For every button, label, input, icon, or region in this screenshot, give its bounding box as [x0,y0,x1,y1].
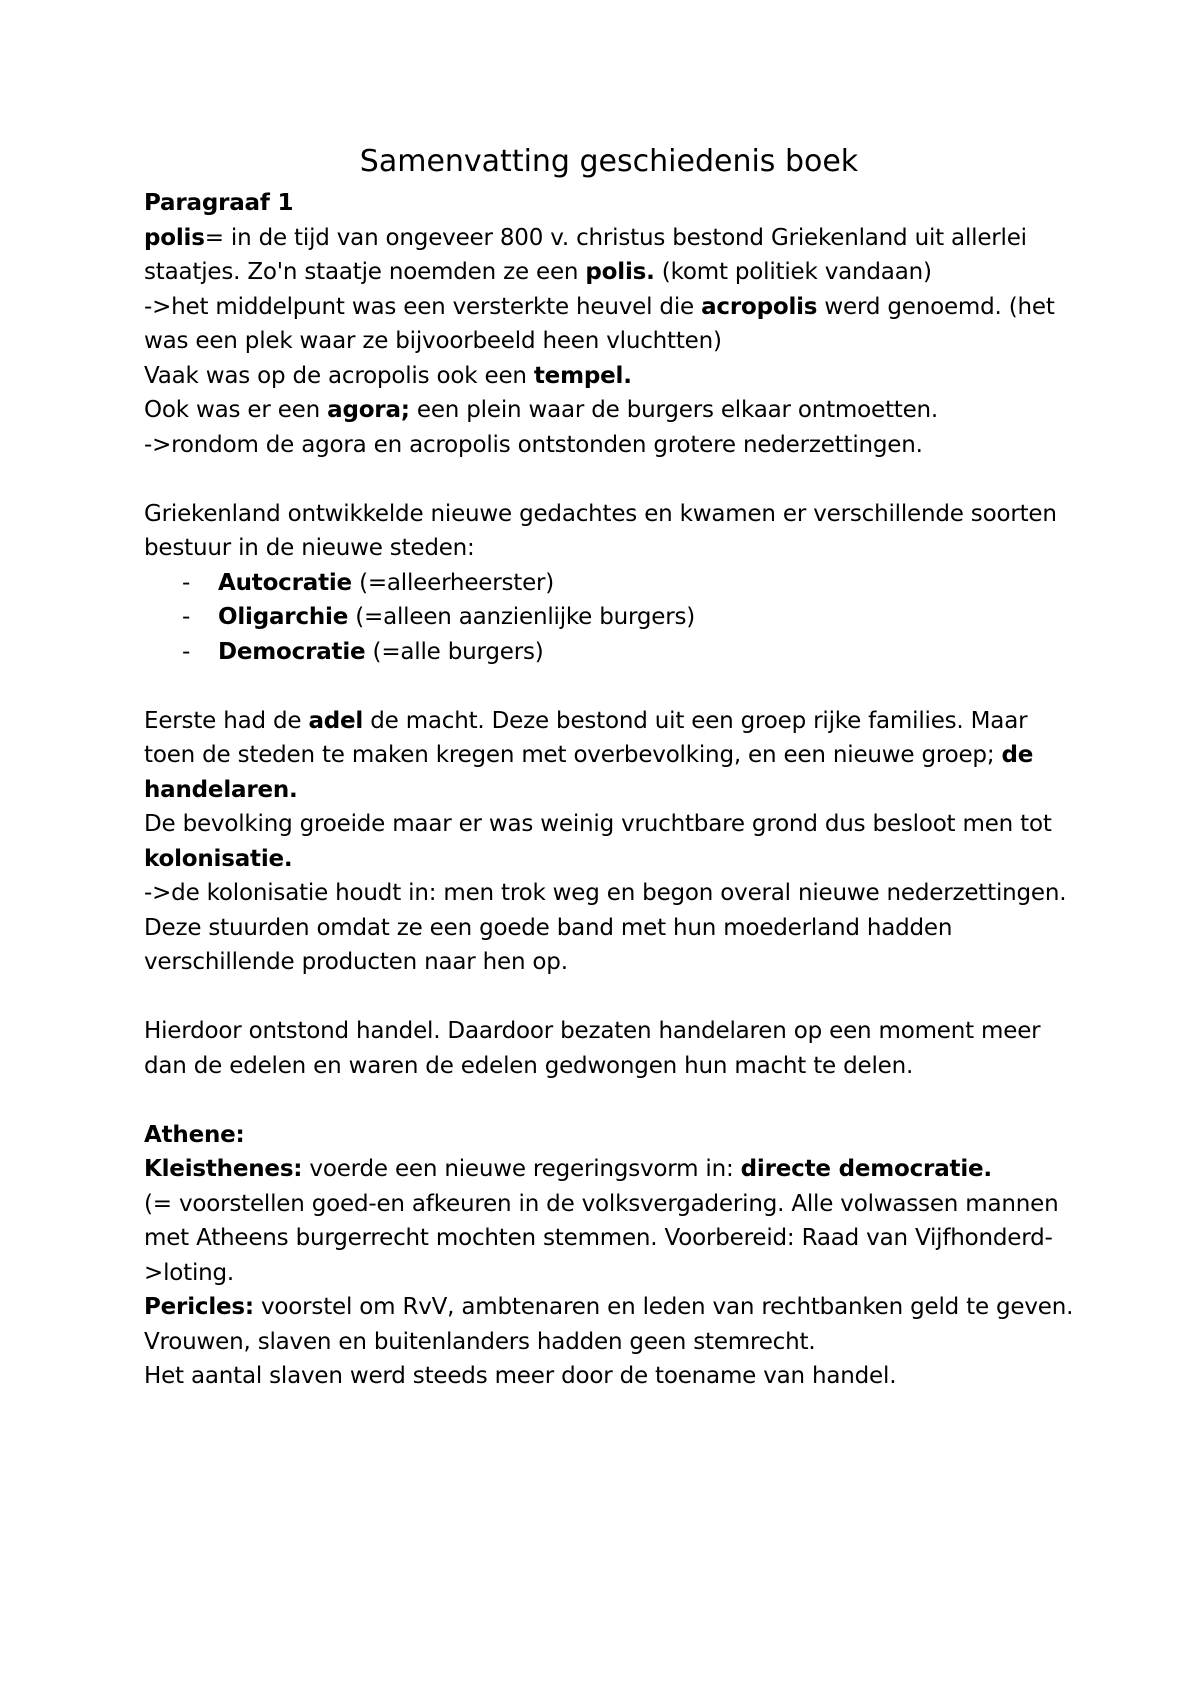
paragraph-kolonisatie: De bevolking groeide maar er was weinig vruchtbare grond dus besloot men tot kolonisatie. [144,811,1052,872]
list-item: - Autocratie (=alleerheerster) [144,566,1074,601]
paragraph-stemrecht: Vrouwen, slaven en buitenlanders hadden geen stemrecht. [144,1328,816,1355]
term-kolonisatie: kolonisatie. [144,845,293,872]
paragraph-acropolis: ->het middelpunt was een versterkte heuvel die acropolis werd genoemd. (het was een plek waar ze bijvoorbeeld heen vluchtten) [144,293,1055,354]
paragraph-bestuur: Griekenland ontwikkelde nieuwe gedachtes en kwamen er verschillende soorten bestuur in de nieuwe steden: [144,500,1057,561]
term-agora: agora; [327,397,410,423]
term-polis-2: polis. [585,259,655,285]
term-handelaren: de handelaren. [144,742,1034,803]
bestuur-list [144,566,1074,670]
paragraph-agora: Ook was er een agora; een plein waar de burgers elkaar ontmoetten. [144,397,939,423]
section-heading: Paragraaf 1 [144,190,294,216]
paragraph-polis: polis= in de tijd van ongeveer 800 v. christus bestond Griekenland uit allerlei staatjes. Zo'n staatje noemden ze een polis. (komt politiek vandaan) [144,224,1027,285]
paragraph-pericles: Pericles: voorstel om RvV, ambtenaren en leden van rechtbanken geld te geven. [144,1294,1074,1320]
paragraph-handel: Hierdoor ontstond handel. Daardoor bezaten handelaren op een moment meer dan de edelen en waren de edelen gedwongen hun macht te delen. [144,1018,1041,1079]
paragraph-kleisthenes: Kleisthenes: voerde een nieuwe regeringsvorm in: directe democratie. [144,1156,992,1182]
document-body [144,140,1074,1394]
blank-line [144,980,1074,1015]
term-tempel: tempel. [533,362,632,389]
dash-bullet: - [182,638,191,665]
paragraph-volksvergadering: (= voorstellen goed-en afkeuren in de volksvergadering. Alle volwassen mannen met Atheens burgerrecht mochten stemmen. Voorbereid: Raad van Vijfhonderd->loting. [144,1190,1059,1286]
term-pericles: Pericles: [144,1294,254,1320]
paragraph-slaven: Het aantal slaven werd steeds meer door de toename van handel. [144,1363,897,1389]
paragraph-adel: Eerste had de adel de macht. Deze bestond uit een groep rijke families. Maar toen de steden te maken kregen met overbevolking, en een nieuwe groep; de handelaren. [144,707,1034,803]
paragraph-tempel: Vaak was op de acropolis ook een tempel. [144,362,632,389]
document-title: Samenvatting geschiedenis boek [359,144,859,179]
blank-line [144,1083,1074,1118]
athene-heading: Athene: [144,1121,245,1148]
blank-line [144,462,1074,497]
blank-line [144,669,1074,704]
paragraph-kolonisatie-uitleg: ->de kolonisatie houdt in: men trok weg en begon overal nieuwe nederzettingen. Deze stuurden omdat ze een goede band met hun moederland hadden verschillende producten naar hen op. [144,880,1067,975]
term-polis: polis [144,224,205,251]
list-item: - Oligarchie (=alleen aanzienlijke burgers) [144,600,1074,635]
list-item: - Democratie (=alle burgers) [144,635,1074,670]
term-directe-democratie: directe democratie. [740,1156,992,1182]
term-kleisthenes: Kleisthenes: [144,1156,303,1182]
dash-bullet: - [182,604,191,630]
term-adel: adel [308,707,364,734]
paragraph-nederzettingen: ->rondom de agora en acropolis ontstonden grotere nederzettingen. [144,431,923,458]
term-acropolis: acropolis [701,293,818,320]
dash-bullet: - [182,569,191,596]
